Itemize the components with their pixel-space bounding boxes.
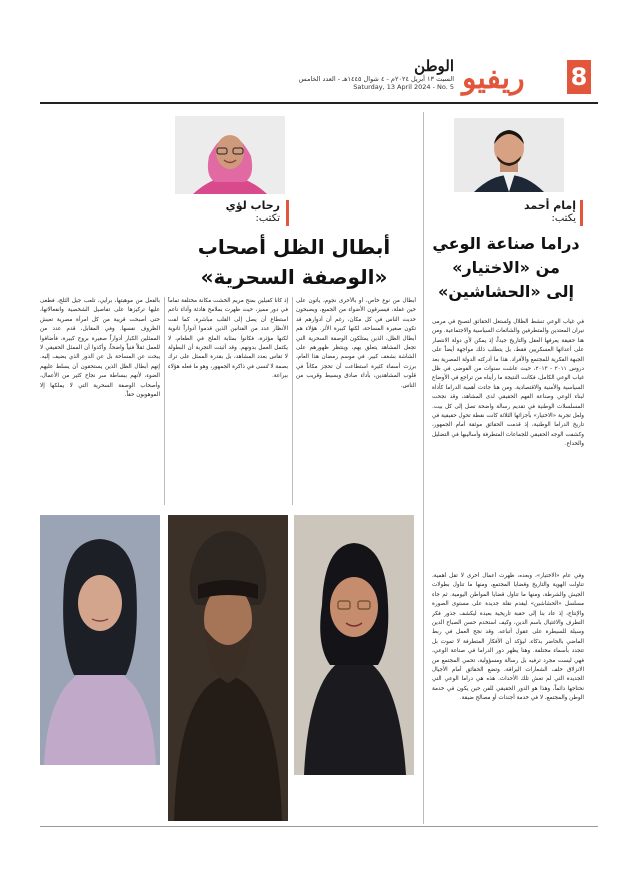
author-name-right: إمام أحمد — [523, 199, 576, 212]
section-title: ريفيو — [462, 60, 525, 96]
author-portrait-right — [454, 118, 564, 192]
actress-photo-left — [40, 515, 160, 765]
actress-image-left — [40, 515, 160, 765]
article-left-column-1: أبطال من نوع خاص، أو بالأحرى نجوم، يأتون على حين غفلة، فيسرقون الأضواء من الجميع، ويصبحون حديث الناس في كل مكان، رغم أن أدوارهم قد تكون صغيرة المساحة، لكنها كبيرة الأثر. هؤلاء هم أبطال الظل، الذين يمتلكون الوصفة السحرية التي تجعل المشاهد يتعلق بهم، وينتظر ظهورهم على الشاشة بشغف كبير. في موسم رمضان هذا العام، برزت أسماء كثيرة استطاعت أن تحجز مكاناً في قلوب المشاهدين، بأداء صادق وبسيط وقريب من الناس. — [296, 298, 416, 389]
left-column-divider-2 — [164, 297, 165, 505]
author-photo-left — [175, 116, 285, 194]
page-number: 8 — [567, 60, 591, 94]
author-photo-right — [454, 118, 564, 192]
article-right-column-1: في غياب الوعي تنشط الظلال وتُستغل الحقائق لتصبح في مرمى نيران المعتدين والمتطرفين والشائعات السياسية والاجتماعية. ومن هنا حقيقة يعرفها العقل والتاريخ جيداً، إذ يمكن لأي دولة الانتصار على أعدائها العسكريين فقط، بل يتطلب ذلك مواجهة أيضاً على الجبهة الفكرية للمجتمع والأفراد. هذا ما أدركته الدولة المصرية بعد دروس ٢٠١١ - ٢٠١٣، حيث عاشت سنوات من الفوضى في ظل غياب الوعي الكامل، فكانت النتيجة ما رأيناه من تراجع في الأوضاع السياسية والأمنية والاقتصادية. ومن هنا جاءت أهمية الدراما كأداة لبناء الوعي وصناعة الفهم الحقيقي لدى المشاهد، وقد نجحت المسلسلات الوطنية في تقديم رسالة واضحة تصل إلى كل بيت. ولعل تجربة «الاختيار» بأجزائها الثلاثة كانت نقطة تحول حقيقية في تاريخ الدراما الوطنية، إذ قدمت الحقائق موثقة أمام الجمهور، وكشفت الوجه الحقيقي للجماعات المتطرفة وأساليبها في التضليل والخداع. — [432, 319, 584, 448]
headline-left-line-1: أبطال الظل أصحاب — [197, 235, 391, 259]
newspaper-name: الوطن — [414, 57, 454, 75]
issue-line — [238, 75, 454, 91]
headline-right — [428, 232, 584, 304]
article-right-column-2: وفي عام «الاختيار»، وبعده، ظهرت أعمال أخرى لا تقل أهمية، تناولت الهوية والتاريخ وقضايا المجتمع، ومنها ما تناول بطولات الجيش والشرطة، ومنها ما تناول قضايا المواطن اليومية. ثم جاء مسلسل «الحشاشين» ليقدم نقلة جديدة على مستوى الصورة والإنتاج، إذ عاد بنا إلى حقبة تاريخية بعيدة ليكشف جذور فكر التطرف والاغتيال باسم الدين، وكيف استخدم حسن الصباح الدين وسيلة للسيطرة على عقول أتباعه. وقد نجح العمل في ربط الماضي بالحاضر بذكاء، ليؤكد أن الأفكار المتطرفة لا تموت بل تتجدد بأسماء مختلفة. وهنا يظهر دور الدراما في صناعة الوعي، فهي ليست مجرد ترفيه بل رسالة ومسؤولية، تحمي المجتمع من الانزلاق خلف الشعارات البراقة، وتضع الحقائق أمام الأجيال الجديدة التي لم تعش تلك الأحداث. هذه هي دراما الوعي التي نحتاجها دائماً، وهذا هو الدور الحقيقي للفن حين يكون في خدمة الوطن والمجتمع، لا في خدمة أجندات أو مصالح ضيقة. — [432, 573, 584, 702]
actor-photo-center — [168, 515, 288, 821]
left-column-divider-1 — [292, 297, 293, 505]
actress-image-right — [294, 515, 414, 775]
article-left-column-2: إذ كانا كفيلين بمنح مريم الخشت مكانة مختلفة تماماً في دور مميز، حيث ظهرت بملامح هادئة وأداء ناعم استطاع أن يصل إلى القلب مباشرة. كما لفت الأنظار عدد من الفنانين الذين قدموا أدواراً ثانوية لكنها مؤثرة، فكانوا بمثابة الملح في الطعام، لا يكتمل العمل بدونهم. وقد أثبتت التجربة أن البطولة لا تقاس بعدد المشاهد، بل بقدرة الممثل على ترك بصمة لا تُنسى في ذاكرة الجمهور، وهو ما فعله هؤلاء ببراعة. — [168, 298, 288, 380]
author-bar-right — [580, 200, 583, 226]
headline-right-line-2: من «الاختيار» — [452, 258, 560, 277]
author-role-left: تكتب: — [255, 213, 280, 224]
headline-left — [170, 232, 418, 292]
article-left-column-3: بالفعل من موهبتها، برأيي، تلعب جيل الثلج، فطغى عليها تركيزها على تفاصيل الشخصية وانفعالاتها، حتى أصبحت قريبة من كل امرأة مصرية تعيش الظروف نفسها. وفي المقابل، قدم عدد من الممثلين الكبار أدواراً صغيرة بروح كبيرة، فأضافوا للعمل ثقلاً فنياً واضحاً، وأكدوا أن الممثل الحقيقي لا يبحث عن المساحة بل عن الدور الذي يضيف إليه. إنهم أبطال الظل الذين يستحقون أن يسلط عليهم الضوء، لأنهم ببساطة سر نجاح كثير من الأعمال، وأصحاب الوصفة السحرية التي لا يملكها إلا الموهوبون حقاً. — [40, 298, 160, 399]
author-role-right: يكتب: — [551, 213, 576, 224]
author-portrait-left — [175, 116, 285, 194]
footer-rule — [40, 826, 598, 827]
headline-right-line-3: إلى «الحشاشين» — [438, 282, 574, 301]
headline-left-line-2: «الوصفة السحرية» — [200, 265, 388, 289]
column-divider — [423, 112, 424, 824]
author-name-left: رحاب لؤي — [225, 199, 280, 212]
header-rule — [40, 102, 598, 104]
author-bar-left — [286, 200, 289, 226]
issue-line-english: Saturday, 13 April 2024 - No. 5 — [353, 83, 454, 91]
actor-image-center — [168, 515, 288, 821]
headline-right-line-1: دراما صناعة الوعي — [432, 234, 580, 253]
issue-line-arabic: السبت ١٣ أبريل ٢٠٢٤م - ٤ شوال ١٤٤٥هـ - العدد الخامس — [298, 75, 454, 83]
actress-photo-right — [294, 515, 414, 775]
